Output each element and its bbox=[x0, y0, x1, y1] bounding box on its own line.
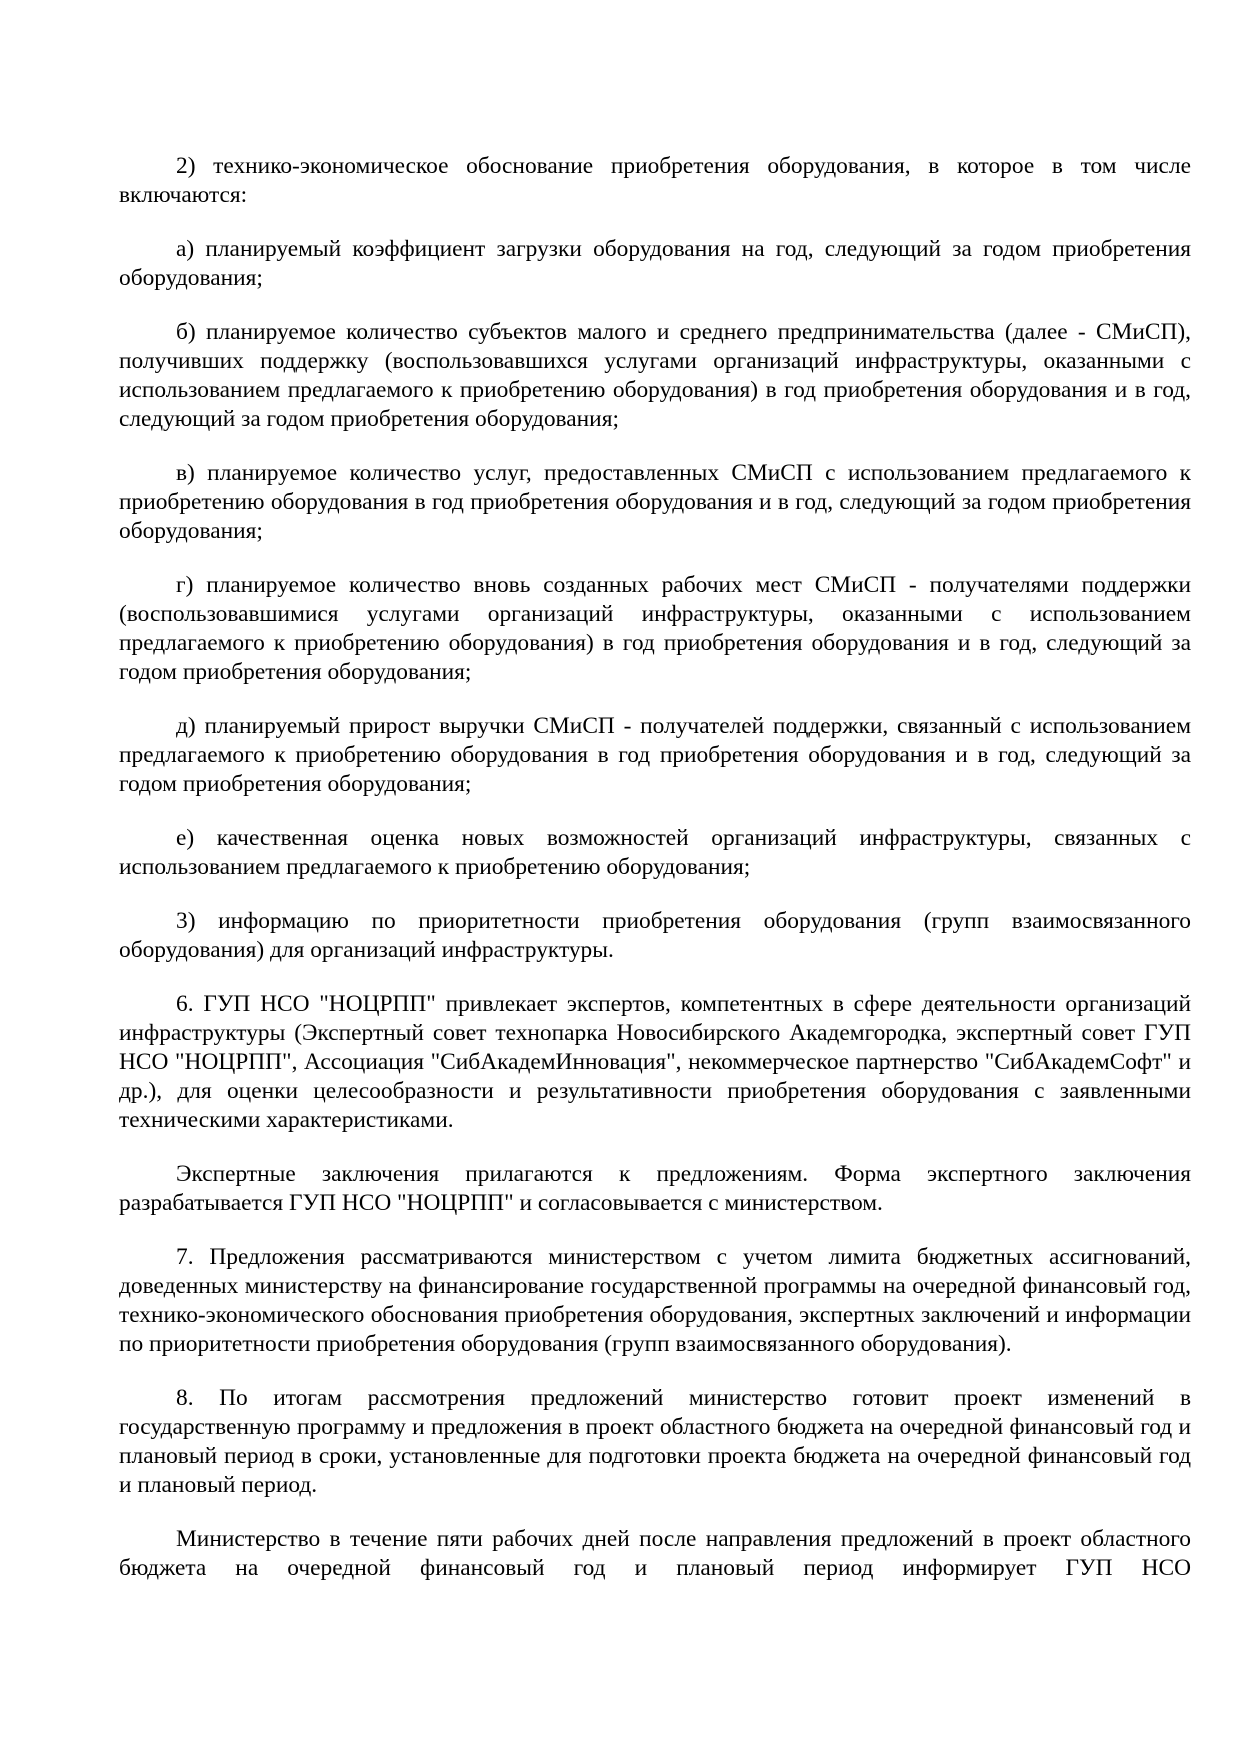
paragraph-section-6: 6. ГУП НСО "НОЦРПП" привлекает экспертов, компетентных в сфере деятельности организаций инфраструктуры (Экспертный совет технопарка Новосибирского Академгородка, экспертный совет ГУП НСО "НОЦРПП", Ассоциация "СибАкадемИнновация", некоммерческое партнерство "СибАкадемСофт" и др.), для оценки целесообразности и результативности приобретения оборудования с заявленными техническими характеристиками. bbox=[119, 991, 1191, 1133]
paragraph-subitem-g: г) планируемое количество вновь созданных рабочих мест СМиСП - получателями поддержки (воспользовавшимися услугами организаций инфраструктуры, оказанными с использованием предлагаемого к приобретению оборудования) в год приобретения оборудования и в год, следующий за годом приобретения оборудования; bbox=[119, 572, 1191, 685]
paragraph-item-3: 3) информацию по приоритетности приобретения оборудования (групп взаимосвязанного оборудования) для организаций инфраструктуры. bbox=[119, 908, 1191, 963]
paragraph-ministry-informs: Министерство в течение пяти рабочих дней после направления предложений в проект областного бюджета на очередной финансовый год и плановый период информирует ГУП НСО bbox=[119, 1526, 1191, 1581]
paragraph-item-2: 2) технико-экономическое обоснование приобретения оборудования, в которое в том числе включаются: bbox=[119, 153, 1191, 208]
paragraph-subitem-a: а) планируемый коэффициент загрузки оборудования на год, следующий за годом приобретения оборудования; bbox=[119, 236, 1191, 291]
paragraph-subitem-e: е) качественная оценка новых возможностей организаций инфраструктуры, связанных с использованием предлагаемого к приобретению оборудования; bbox=[119, 825, 1191, 880]
document-page bbox=[119, 152, 1191, 1608]
paragraph-subitem-v: в) планируемое количество услуг, предоставленных СМиСП с использованием предлагаемого к приобретению оборудования в год приобретения оборудования и в год, следующий за годом приобретения оборудования; bbox=[119, 460, 1191, 544]
paragraph-expert-conclusions: Экспертные заключения прилагаются к предложениям. Форма экспертного заключения разрабатывается ГУП НСО "НОЦРПП" и согласовывается с министерством. bbox=[119, 1161, 1191, 1216]
paragraph-section-7: 7. Предложения рассматриваются министерством с учетом лимита бюджетных ассигнований, доведенных министерству на финансирование государственной программы на очередной финансовый год, технико-экономического обоснования приобретения оборудования, экспертных заключений и информации по приоритетности приобретения оборудования (групп взаимосвязанного оборудования). bbox=[119, 1244, 1191, 1357]
paragraph-subitem-d: д) планируемый прирост выручки СМиСП - получателей поддержки, связанный с использованием предлагаемого к приобретению оборудования в год приобретения оборудования и в год, следующий за годом приобретения оборудования; bbox=[119, 713, 1191, 797]
paragraph-subitem-b: б) планируемое количество субъектов малого и среднего предпринимательства (далее - СМиСП), получивших поддержку (воспользовавшихся услугами организаций инфраструктуры, оказанными с использованием предлагаемого к приобретению оборудования) в год приобретения оборудования и в год, следующий за годом приобретения оборудования; bbox=[119, 319, 1191, 432]
paragraph-section-8: 8. По итогам рассмотрения предложений министерство готовит проект изменений в государственную программу и предложения в проект областного бюджета на очередной финансовый год и плановый период в сроки, установленные для подготовки проекта бюджета на очередной финансовый год и плановый период. bbox=[119, 1385, 1191, 1498]
